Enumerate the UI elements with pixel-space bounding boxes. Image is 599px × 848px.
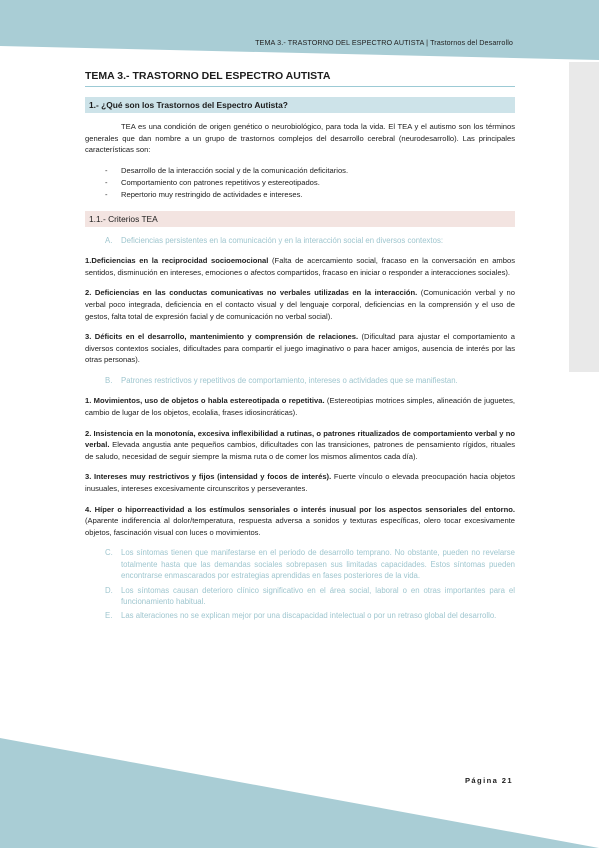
item-lead: 4. Híper o hiporreactividad a los estímulos sensoriales o interés inusual por los aspectos sensoriales del entorno. bbox=[85, 504, 515, 514]
item-text: (Estereotipias motrices simples, alineación de juguetes, cambio de lugar de los objetos, ecolalia, frases idiosincráticas). bbox=[85, 396, 516, 417]
item-text: (Dificultad para ajustar el comportamiento a diversos contextos sociales, dificultades para compartir el juego imaginativo o para hacer amigos, ausencia de interés por las otras personas). bbox=[85, 332, 515, 365]
item-text: Elevada angustia ante pequeños cambios, dificultades con las transiciones, patrones de pensamiento rígidos, rituales de saludo, necesidad de seguir siempre la misma ruta o de comer los mismos alimentos cada día). bbox=[85, 440, 515, 461]
running-header: TEMA 3.- TRASTORNO DEL ESPECTRO AUTISTA | Trastornos del Desarrollo bbox=[255, 38, 513, 47]
list-item: - Comportamiento con patrones repetitivos y estereotipados. bbox=[85, 177, 515, 189]
criterion-item bbox=[85, 255, 515, 278]
list-item: - Repertorio muy restringido de actividades e intereses. bbox=[85, 189, 515, 201]
criterion-text: Las alteraciones no se explican mejor por una discapacidad intelectual o por un retraso global del desarrollo. bbox=[121, 611, 497, 621]
item-lead: 2. Deficiencias en las conductas comunicativas no verbales utilizadas en la interacción. bbox=[85, 288, 418, 298]
criterion-e bbox=[85, 610, 515, 621]
criterion-letter: D. bbox=[105, 585, 113, 595]
criterion-item bbox=[85, 428, 515, 463]
item-text: Fuerte vínculo o elevada preocupación hacia objetos inusuales, intereses excesivamente circunscritos y perseverantes. bbox=[85, 472, 515, 493]
item-text: (Comunicación verbal y no verbal poco integrada, deficiencia en el contacto visual y del lenguaje corporal, deficiencias en la comprensión y el uso de gestos, falta total de expresión facial y de comunicación no verbal social). bbox=[85, 288, 515, 321]
item-lead: 2. Insistencia en la monotonía, excesiva inflexibilidad a rutinas, o patrones ritualizados de comportamiento verbal y no verbal. bbox=[85, 428, 515, 450]
final-criteria bbox=[85, 547, 515, 621]
item-lead: 1.Deficiencias en la reciprocidad socioemocional bbox=[85, 256, 269, 266]
intro-paragraph: TEA es una condición de origen genético o neurobiológico, para toda la vida. El TEA y el autismo son los términos generales que dan nombre a un grupo de trastornos complejos del desarrollo cerebral (neurodesarrollo). Las principales características son: bbox=[85, 122, 515, 155]
item-text: (Aparente indiferencia al dolor/temperatura, respuesta adversa a sonidos y texturas específicas, olero tocar excesivamente objetos, fascinación visual con luces o movimientos. bbox=[85, 516, 515, 537]
subsection-heading: 1.1.- Criterios TEA bbox=[85, 211, 515, 227]
list-item: - Desarrollo de la interacción social y de la comunicación deficitarios. bbox=[85, 165, 515, 177]
criterion-a bbox=[85, 235, 515, 246]
criterion-text: Los síntomas causan deterioro clínico significativo en el área social, laboral o en otras importantes para el funcionamiento habitual. bbox=[121, 585, 515, 606]
criterion-text: Deficiencias persistentes en la comunicación y en la interacción social en diversos contextos: bbox=[121, 235, 444, 245]
criterion-item bbox=[85, 287, 515, 322]
criterion-item bbox=[85, 504, 515, 539]
criterion-letter: E. bbox=[105, 611, 113, 621]
header-band bbox=[0, 0, 599, 62]
criterion-text: Los síntomas tienen que manifestarse en el periodo de desarrollo temprano. No obstante, pueden no revelarse totalmente hasta que las demandas sociales sobrepasen sus limitadas capacidades. Estos síntomas pueden encontrarse enmascarados por estrategias aprendidas en fases posteriores de la vida. bbox=[121, 548, 515, 581]
criterion-letter: C. bbox=[105, 548, 113, 558]
side-tab bbox=[569, 62, 599, 372]
criterion-letter: A. bbox=[105, 235, 113, 245]
footer-band bbox=[0, 738, 599, 848]
criterion-item bbox=[85, 395, 515, 418]
item-text: (Falta de acercamiento social, fracaso en la conversación en ambos sentidos, disminución en intereses, emociones o afectos compartidos, fracaso en iniciar o responder a interacciones sociales). bbox=[85, 256, 515, 277]
criterion-c bbox=[85, 547, 515, 581]
criterion-text: Patrones restrictivos y repetitivos de comportamiento, intereses o actividades que se manifiestan. bbox=[121, 375, 458, 385]
document-body bbox=[85, 70, 515, 625]
section-heading: 1.- ¿Qué son los Trastornos del Espectro Autista? bbox=[85, 97, 515, 113]
document-title: TEMA 3.- TRASTORNO DEL ESPECTRO AUTISTA bbox=[85, 70, 515, 87]
item-lead: 1. Movimientos, uso de objetos o habla estereotipada o repetitiva. bbox=[85, 396, 325, 406]
criterion-letter: B. bbox=[105, 375, 113, 385]
item-lead: 3. Déficits en el desarrollo, mantenimiento y comprensión de relaciones. bbox=[85, 332, 359, 342]
criterion-b bbox=[85, 375, 515, 386]
page-number: Página 21 bbox=[464, 776, 513, 785]
characteristics-list bbox=[85, 165, 515, 201]
criterion-d bbox=[85, 585, 515, 608]
item-lead: 3. Intereses muy restrictivos y fijos (intensidad y focos de interés). bbox=[85, 472, 332, 482]
criterion-item bbox=[85, 471, 515, 494]
criterion-item bbox=[85, 331, 515, 366]
